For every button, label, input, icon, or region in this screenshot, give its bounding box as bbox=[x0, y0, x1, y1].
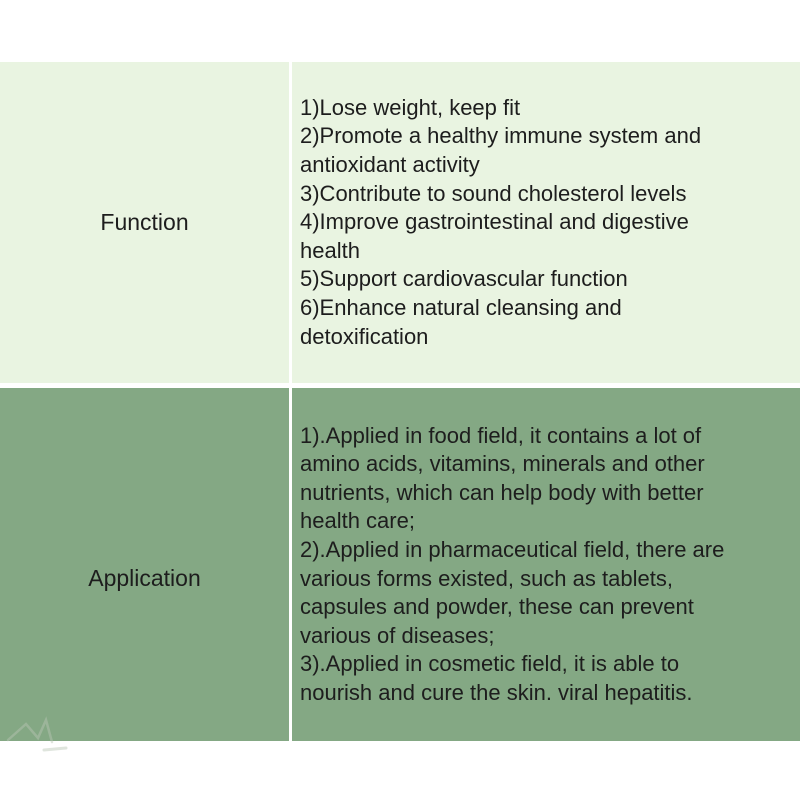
function-line: 3)Contribute to sound cholesterol levels bbox=[300, 180, 687, 206]
application-line: 1).Applied in food field, it contains a lot of bbox=[300, 422, 702, 448]
application-line: various of diseases; bbox=[300, 622, 495, 648]
application-line: various forms existed, such as tablets, bbox=[300, 565, 673, 591]
application-row bbox=[0, 388, 800, 741]
application-text-block bbox=[300, 422, 724, 708]
function-content-cell bbox=[292, 62, 800, 383]
application-line: amino acids, vitamins, minerals and other bbox=[300, 451, 705, 477]
application-line: 3).Applied in cosmetic field, it is able to bbox=[300, 651, 680, 677]
application-content-cell bbox=[292, 388, 800, 741]
application-line: nutrients, which can help body with better bbox=[300, 479, 704, 505]
product-spec-table bbox=[0, 62, 800, 741]
function-line: detoxification bbox=[300, 323, 429, 349]
application-label-cell bbox=[0, 388, 292, 741]
function-line: health bbox=[300, 237, 360, 263]
function-line: antioxidant activity bbox=[300, 152, 480, 178]
function-row-label: Function bbox=[100, 209, 189, 235]
function-text-block bbox=[300, 94, 701, 351]
application-line: capsules and powder, these can prevent bbox=[300, 594, 694, 620]
function-line: 4)Improve gastrointestinal and digestive bbox=[300, 209, 689, 235]
function-label-cell bbox=[0, 62, 292, 383]
application-row-label: Application bbox=[88, 565, 201, 591]
function-line: 2)Promote a healthy immune system and bbox=[300, 123, 702, 149]
function-row bbox=[0, 62, 800, 383]
application-line: nourish and cure the skin. viral hepatitis. bbox=[300, 679, 693, 705]
function-line: 1)Lose weight, keep fit bbox=[300, 94, 521, 120]
application-line: 2).Applied in pharmaceutical field, there are bbox=[300, 536, 725, 562]
function-line: 5)Support cardiovascular function bbox=[300, 266, 628, 292]
function-line: 6)Enhance natural cleansing and bbox=[300, 294, 622, 320]
application-line: health care; bbox=[300, 508, 415, 534]
